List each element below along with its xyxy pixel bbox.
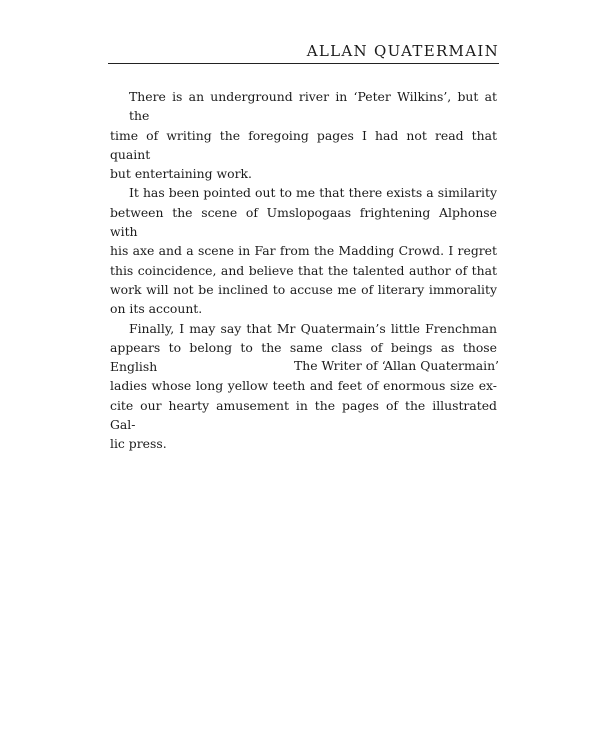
author-signature: The Writer of ‘Allan Quatermain’ — [293, 358, 499, 373]
paragraph-2-line-4: this coincidence, and believe that the talented author of that — [110, 262, 497, 278]
paragraph-2-line-2: between the scene of Umslopogaas frightening Alphonse with — [110, 204, 497, 240]
paragraph-2-line-3: his axe and a scene in Far from the Madding Crowd. I regret — [110, 243, 497, 259]
paragraph-2-line-5: work will not be inclined to accuse me of literary immorality — [110, 281, 497, 297]
paragraph-1-line-1: There is an underground river in ‘Peter Wilkins’, but at the — [129, 89, 497, 124]
paragraph-1-line-2: time of writing the foregoing pages I had not read that quaint — [110, 127, 497, 162]
paragraph-3-line-3: ladies whose long yellow teeth and feet of enormous size ex- — [110, 378, 497, 394]
header-rule — [108, 63, 499, 64]
paragraph-3-line-5: lic press. — [110, 436, 167, 452]
paragraph-3-line-1: Finally, I may say that Mr Quatermain’s little Frenchman — [129, 320, 497, 336]
running-head-title: ALLAN QUATERMAIN — [306, 42, 499, 60]
paragraph-1-line-3: but entertaining work. — [110, 166, 252, 182]
paragraph-2-line-6: on its account. — [110, 301, 203, 317]
paragraph-3-line-4: cite our hearty amusement in the pages of the illustrated Gal- — [110, 397, 497, 433]
paragraph-2-line-1: It has been pointed out to me that there exists a similarity — [129, 185, 497, 201]
body-text — [110, 87, 497, 454]
paragraph-3-line-2: appears to belong to the same class of beings as those English — [110, 339, 497, 375]
